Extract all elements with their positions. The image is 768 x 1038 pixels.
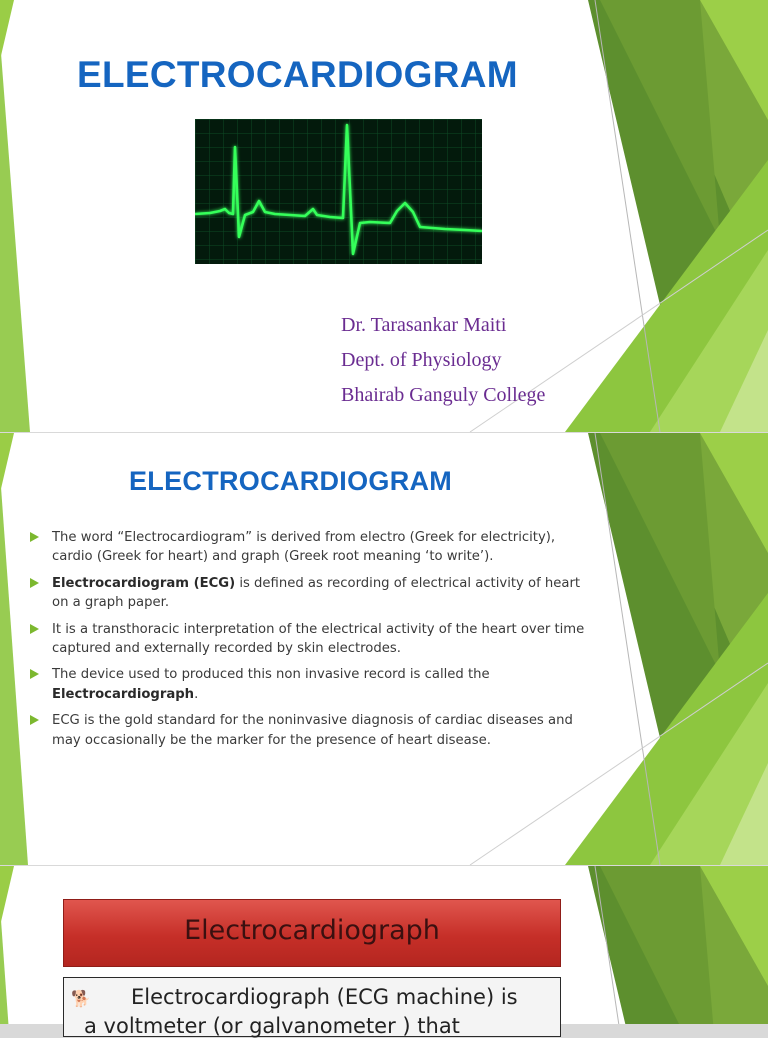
ecg-graph-icon xyxy=(195,119,482,264)
list-item xyxy=(30,665,590,704)
ecg-trace-image xyxy=(195,119,482,264)
arrow-bullet-icon xyxy=(30,715,39,725)
author-college: Bhairab Ganguly College xyxy=(341,384,546,406)
list-item xyxy=(30,711,590,750)
arrow-bullet-icon xyxy=(30,624,39,634)
author-department: Dept. of Physiology xyxy=(341,349,502,371)
bullet-text: . xyxy=(194,686,199,702)
definition-line-2: a voltmeter (or galvanometer ) that xyxy=(84,1014,460,1038)
bullet-text: The device used to produced this non invasive record is called the xyxy=(52,667,490,683)
dog-bullet-icon: 🐕 xyxy=(71,989,91,1008)
bullet-text: ECG is the gold standard for the noninvasive diagnosis of cardiac diseases and may occasionally be the marker for the presence of heart disease. xyxy=(52,713,573,748)
slide-title: ELECTROCARDIOGRAM xyxy=(129,466,453,496)
slide-1 xyxy=(0,0,768,432)
list-item xyxy=(30,574,590,613)
slide-title: ELECTROCARDIOGRAM xyxy=(77,54,518,95)
list-item xyxy=(30,528,590,567)
author-name: Dr. Tarasankar Maiti xyxy=(341,314,507,336)
definition-line-1: Electrocardiograph (ECG machine) is xyxy=(131,985,518,1009)
section-heading-box xyxy=(63,899,561,967)
section-heading: Electrocardiograph xyxy=(184,915,440,946)
arrow-bullet-icon xyxy=(30,578,39,588)
bullet-text: It is a transthoracic interpretation of the electrical activity of the heart over time captured and externally recorded by skin electrodes. xyxy=(52,621,585,657)
bullet-text: is defined as recording of electrical activity of heart on a graph paper. xyxy=(52,575,581,611)
bullet-bold-text: Electrocardiograph xyxy=(52,686,195,702)
bullet-text: The word “Electrocardiogram” is derived from electro (Greek for electricity), cardio (Greek for heart) and graph (Greek root meaning ‘to write’). xyxy=(52,530,556,565)
bullet-list xyxy=(30,528,590,757)
arrow-bullet-icon xyxy=(30,669,39,679)
bullet-bold-text: Electrocardiogram (ECG) xyxy=(52,575,236,591)
arrow-bullet-icon xyxy=(30,532,39,542)
definition-box xyxy=(63,977,561,1037)
list-item xyxy=(30,620,590,659)
author-info xyxy=(341,308,545,413)
